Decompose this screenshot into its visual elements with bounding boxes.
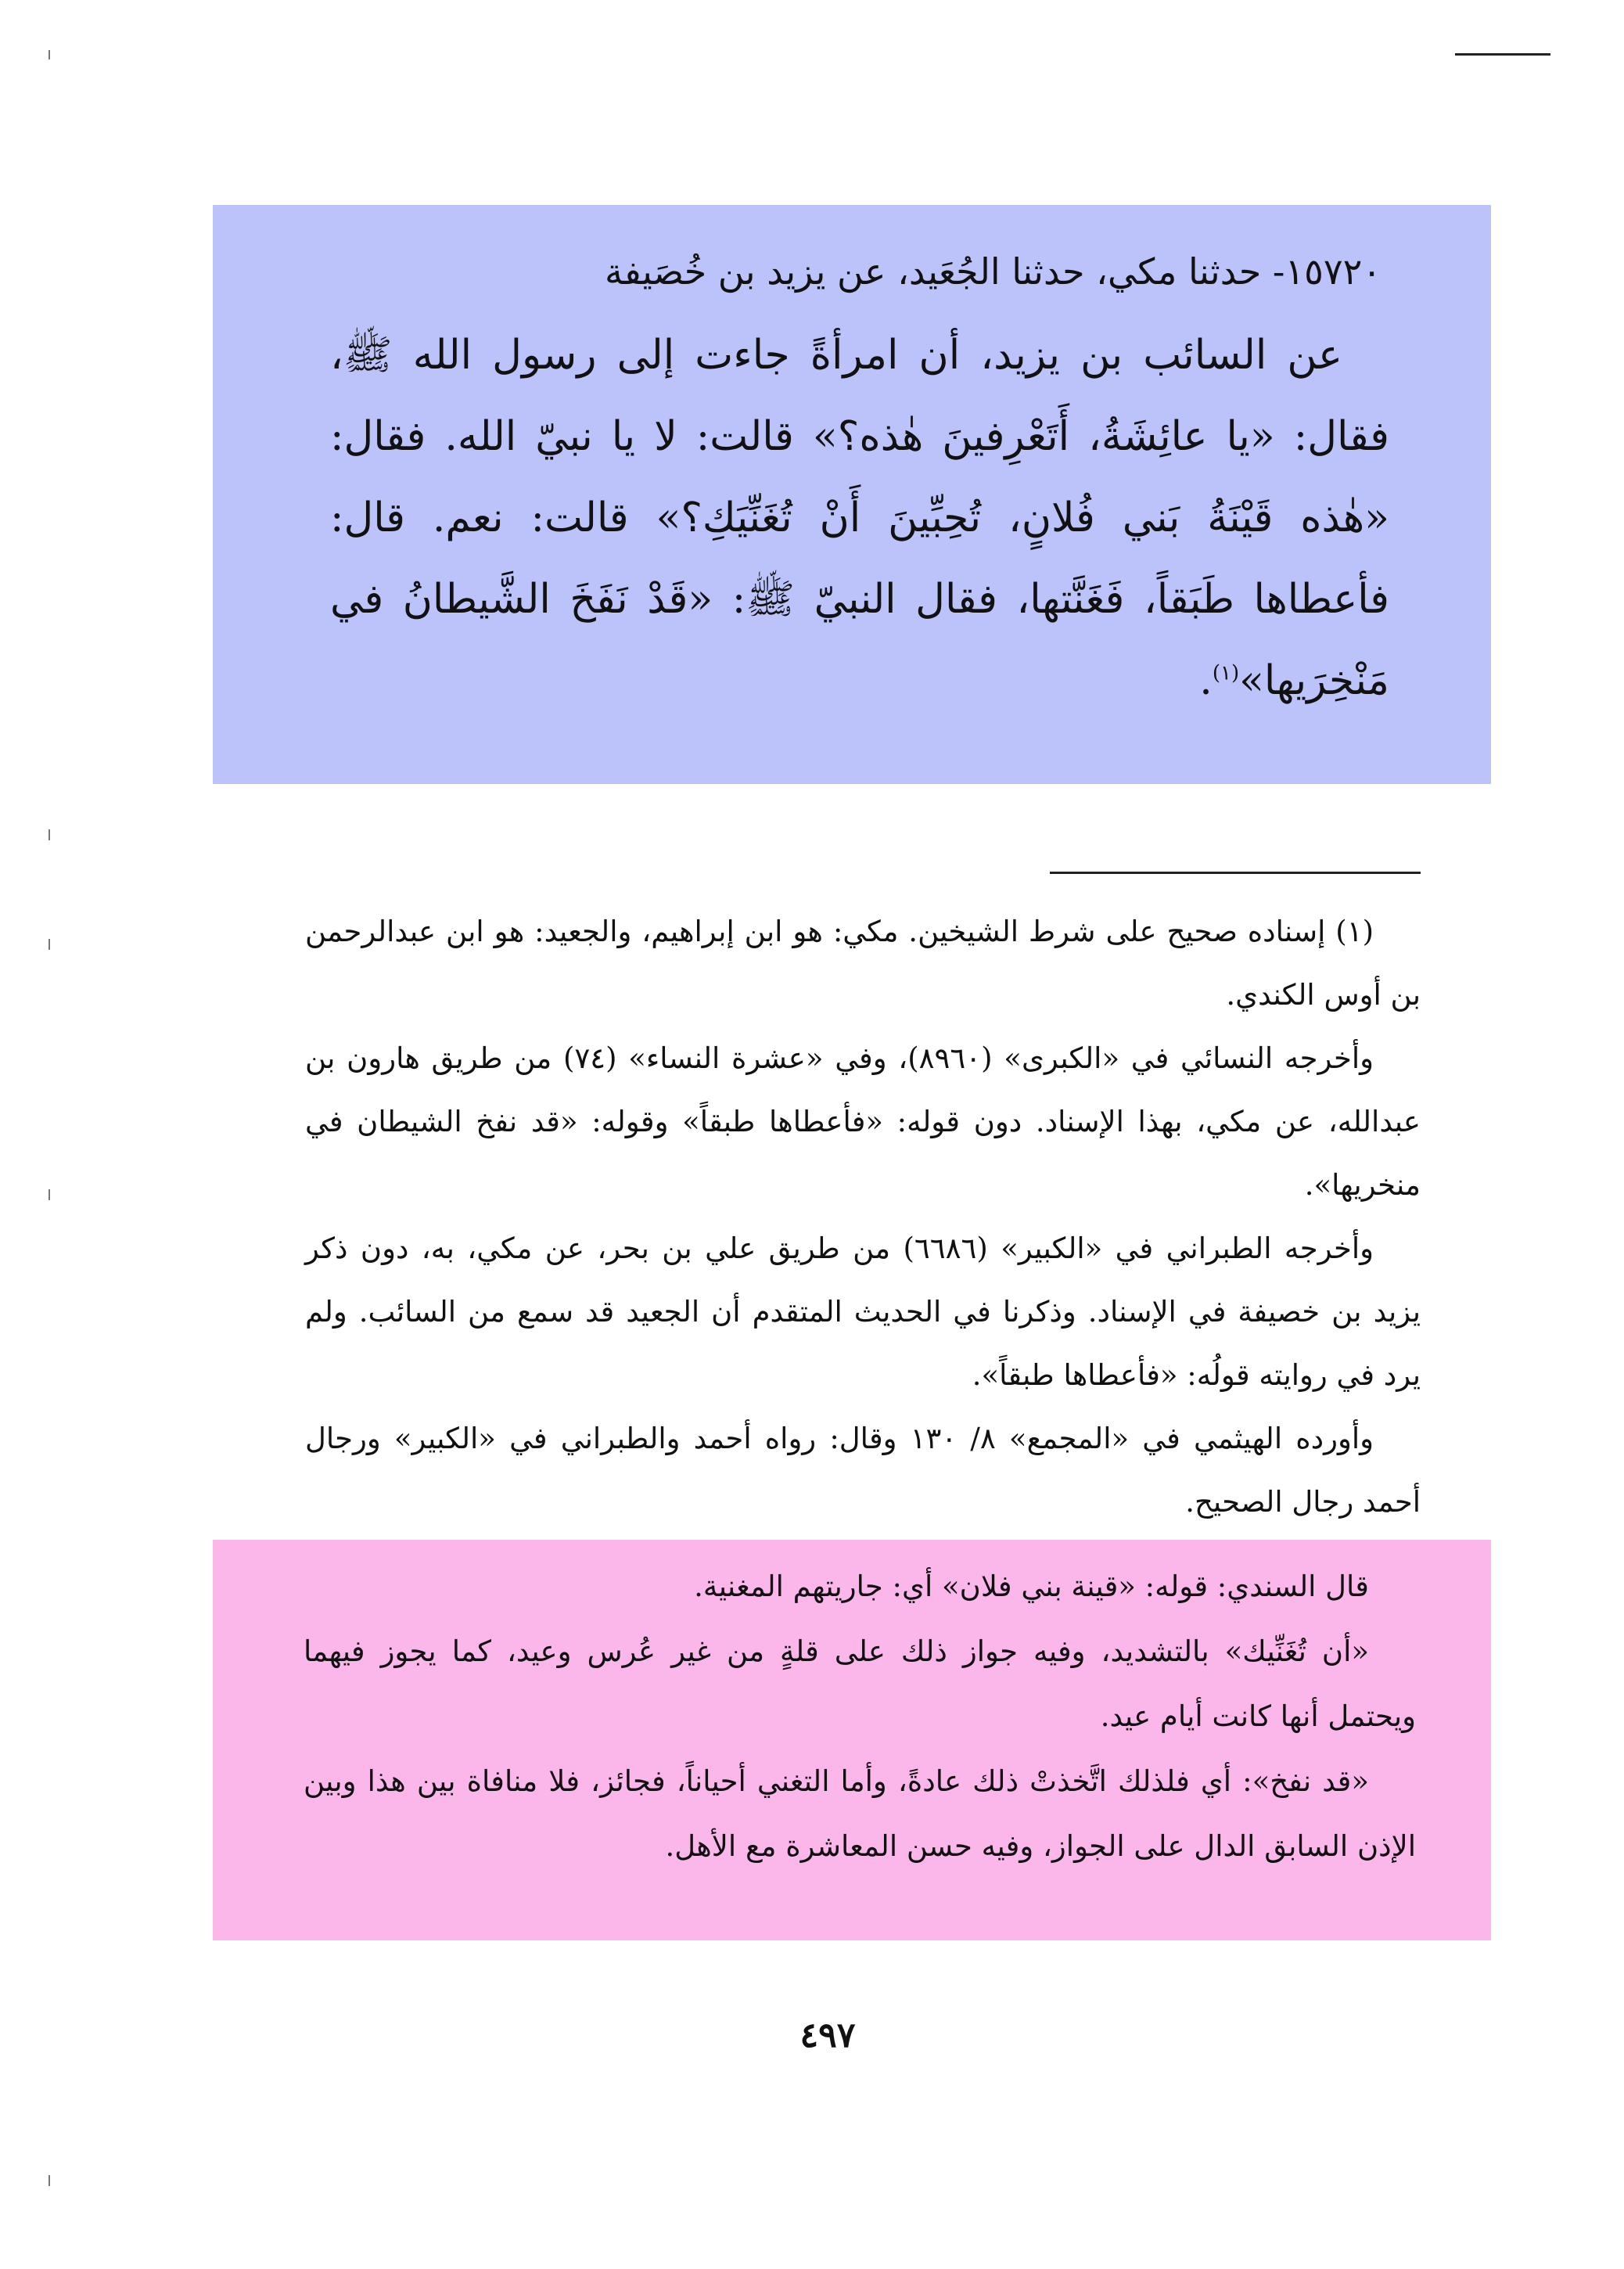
sindi-commentary-block (213, 1540, 1491, 1940)
footnote-paragraph: وأورده الهيثمي في «المجمع» ٨/ ١٣٠ وقال: رواه أحمد والطبراني في «الكبير» ورجال أحمد رجال الصحيح. (305, 1422, 1421, 1519)
header-rule (1455, 53, 1550, 56)
footnote-paragraph: (١) إسناده صحيح على شرط الشيخين. مكي: هو ابن إبراهيم، والجعيد: هو ابن عبدالرحمن بن أوس الكندي. (305, 915, 1421, 1012)
footnotes-block (305, 900, 1421, 1534)
hadith-isnad-line: ١٥٧٢٠- حدثنا مكي، حدثنا الجُعَيد، عن يزيد بن خُصَيفة (605, 250, 1381, 293)
scan-mark (49, 939, 50, 950)
footnote-separator (1050, 872, 1421, 874)
hadith-end-punctuation: . (1199, 657, 1213, 704)
sindi-paragraph: «أن تُغَنِّيك» بالتشديد، وفيه جواز ذلك على قلةٍ من غير عُرس وعيد، كما يجوز فيهما ويحتمل أنها كانت أيام عيد. (304, 1634, 1416, 1733)
sindi-paragraph: قال السندي: قوله: «قينة بني فلان» أي: جاريتهم المغنية. (694, 1570, 1369, 1603)
sindi-paragraph: «قد نفخ»: أي فلذلك اتَّخذتْ ذلك عادةً، وأما التغني أحياناً، فجائز، فلا منافاة بين هذا وبين الإذن السابق الدال على الجواز، وفيه حسن المعاشرة مع الأهل. (304, 1764, 1416, 1863)
page-number: ٤٩٧ (799, 2015, 856, 2055)
footnote-paragraph: وأخرجه الطبراني في «الكبير» (٦٦٨٦) من طريق علي بن بحر، عن مكي، به، دون ذكر يزيد بن خصيفة في الإسناد. وذكرنا في الحديث المتقدم أن الجعيد قد سمع من السائب. ولم يرد في روايته قولُه: «فأعطاها طبقاً». (305, 1232, 1421, 1392)
scan-mark (49, 1189, 50, 1200)
footnote-paragraph: وأخرجه النسائي في «الكبرى» (٨٩٦٠)، وفي «عشرة النساء» (٧٤) من طريق هارون بن عبدالله، عن مكي، بهذا الإسناد. دون قوله: «فأعطاها طبقاً» وقوله: «قد نفخ الشيطان في منخريها». (305, 1041, 1421, 1202)
hadith-body (330, 315, 1389, 721)
hadith-body-text: عن السائب بن يزيد، أن امرأةً جاءت إلى رسول الله ﷺ، فقال: «يا عائِشَةُ، أَتَعْرِفينَ هٰذه؟» قالت: لا يا نبيّ الله. فقال: «هٰذه قَيْنَةُ بَني فُلانٍ، تُحِبِّينَ أَنْ تُغَنِّيَكِ؟» قالت: نعم. قال: فأعطاها طَبَقاً، فَغَنَّتها، فقال النبيّ ﷺ: «قَدْ نَفَخَ الشَّيطانُ في مَنْخِرَيها» (330, 332, 1389, 704)
scan-mark (49, 50, 50, 59)
footnote-marker[interactable]: (١) (1212, 661, 1240, 685)
hadith-text-block (213, 205, 1491, 784)
scan-mark (49, 2175, 50, 2186)
scan-mark (49, 829, 50, 840)
